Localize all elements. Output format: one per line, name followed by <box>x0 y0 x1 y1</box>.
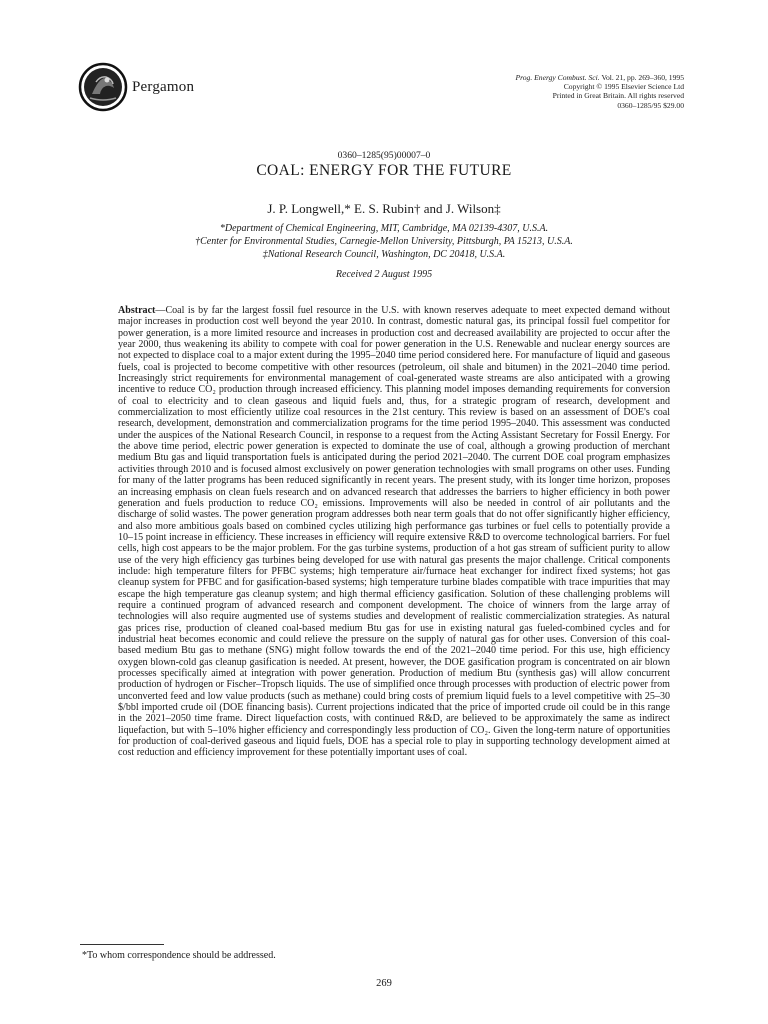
journal-abbrev: Prog. Energy Combust. Sci. <box>515 73 600 82</box>
affiliations <box>0 222 768 261</box>
elsevier-tree-logo-icon <box>78 62 128 112</box>
publisher-logo <box>78 62 194 112</box>
journal-citation <box>384 73 684 110</box>
affiliation-mit: *Department of Chemical Engineering, MIT, Cambridge, MA 02139-4307, U.S.A. <box>219 223 549 234</box>
abstract-label: Abstract <box>118 305 156 316</box>
abstract <box>118 305 670 759</box>
page-number: 269 <box>376 978 392 989</box>
received-date: Received 2 August 1995 <box>335 269 433 280</box>
printed-line: Printed in Great Britain. All rights reserved <box>552 91 684 101</box>
publisher-name: Pergamon <box>132 78 195 95</box>
abstract-text: —Coal is by far the largest fossil fuel resource in the U.S. with known reserves adequate to meet expected demand without major increases in production cost well beyond the year 2010. In contrast, domestic natural gas, its principal fossil fuel competitor for power generation, is a more limited resource and increases in production cost and decreased availability are projected to occur after the year 2000, thus weakening its ability to compete with coal for power generation in the U.S. Renewable and nuclear energy sources are not expected to displace coal to a major extent during the 1995–2040 time period considered here. For manufacture of liquid and gaseous fuels, coal is projected to become competitive with other resources (petroleum, oil shale and bitumen) in the 2021–2040 time period. Increasingly strict requirements for environmental management of coal-generated waste streams are also anticipated with a growing incentive to reduce CO₂ production through increased efficiency. This planning model imposes demanding requirements for conversion of coal to electricity and to clean gaseous and liquid fuels and, thus, for a strategic program of research, development and commercialization to most efficiently utilize coal resources in the 21st century. This review is based on an assessment of DOE's coal research, development, demonstration and commercialization programs for the time period 1995–2040. This assessment was conducted under the auspices of the National Research Council, in response to a request from the Acting Assistant Secretary for Fossil Energy. For the above time period, electric power generation is expected to dominate the use of coal, although a growing production of merchant medium Btu gas and liquid transportation fuels is anticipated during the period 2021–2040. The current DOE coal program emphasizes activities through 2010 and is focused almost exclusively on power generation technologies with small programs on other uses. Funding for many of the latter programs has been reduced significantly in recent years. The present study, with its longer time horizon, proposes an increasing emphasis on clean fuels research and on advanced research that addresses the barriers to higher efficiency in both power generation and fuels production to reduce CO₂ emissions. Improvements will also be needed in control of air pollutants and the discharge of solid wastes. The power generation program addresses both near term goals that do not offer significantly higher efficiency, and also more ambitious goals based on combined cycles utilizing high performance gas turbines or fuel cells to potentially provide a 10–15 point increase in efficiency. These increases in efficiency will require extensive R&D to overcome technological barriers. For fuel cells, high cost appears to be the major problem. For the gas turbine systems, production of a hot gas stream of sufficient purity to allow use of the very high efficiency gas turbines being developed for use with natural gas presents the major challenge. Critical components include: high temperature filters for PFBC systems; high temperature air/furnace heat exchanger for indirect fixed systems; hot gas cleanup system for PFBC and for gasification-based systems; high temperature turbine blades compatible with trace impurities that may escape the high temperature gas cleanup system; and high thermal efficiency gasification. Solution of these challenging problems will require a continued program of advanced research and component development. The choice of winners from the large array of technologies will also require augmented use of systems studies and development of realistic commercialization strategies. As natural gas prices rise, production of cleaned coal-based medium Btu gas for use in existing natural gas fueled-combined cycles and for industrial heat becomes economic and could relieve the pressure on the supply of natural gas for other uses. Conversion of this coal-based medium Btu gas to methane (SNG) might follow towards the end of the 2021–2040 time period. For this use, high efficiency oxygen blown-cold gas cleanup gasification is needed. At present, however, the DOE gasification program is concentrated on air blown processes specifically aimed at integration with power generation. Production of medium Btu (synthesis gas) will allow concurrent production of hydrogen or Fischer–Tropsch liquids. The use of simplified once through processes with production of electric power from unconverted feed and low value products (such as methane) could bring costs of premium liquid fuels to a level competitive with 25–30 $/bbl imported crude oil (DOE financing basis). Current projections indicated that the price of imported crude oil could be in this range in the 2021–2050 time frame. Direct liquefaction costs, with continued R&D, are believed to be approximately the same as indirect liquefaction, but with 5–10% higher efficiency and correspondingly less production of CO₂. Given the long-term nature of opportunities for production of coal-derived gaseous and liquid fuels, DOE has a special role to play in supporting technology development aimed at cost reduction and efficiency improvement for these potentially important uses of coal. <box>118 305 670 759</box>
article-title: COAL: ENERGY FOR THE FUTURE <box>256 162 512 179</box>
article-doi: 0360–1285(95)00007–0 <box>337 150 431 161</box>
copyright-line: Copyright © 1995 Elsevier Science Ltd <box>563 82 684 92</box>
issn-price-line: 0360–1285/95 $29.00 <box>617 100 684 110</box>
abstract-paragraph <box>118 305 670 759</box>
affiliation-nrc: ‡National Research Council, Washington, DC 20418, U.S.A. <box>262 249 506 260</box>
article-authors: J. P. Longwell,* E. S. Rubin† and J. Wilson‡ <box>267 201 501 216</box>
journal-volume: Vol. 21, pp. 269–360, 1995 <box>601 73 684 82</box>
footnote: *To whom correspondence should be addressed. <box>82 950 276 961</box>
footnote-divider <box>80 944 164 945</box>
journal-line <box>384 73 684 82</box>
affiliation-cmu: †Center for Environmental Studies, Carnegie-Mellon University, Pittsburgh, PA 15213, U.S.A. <box>195 236 573 247</box>
